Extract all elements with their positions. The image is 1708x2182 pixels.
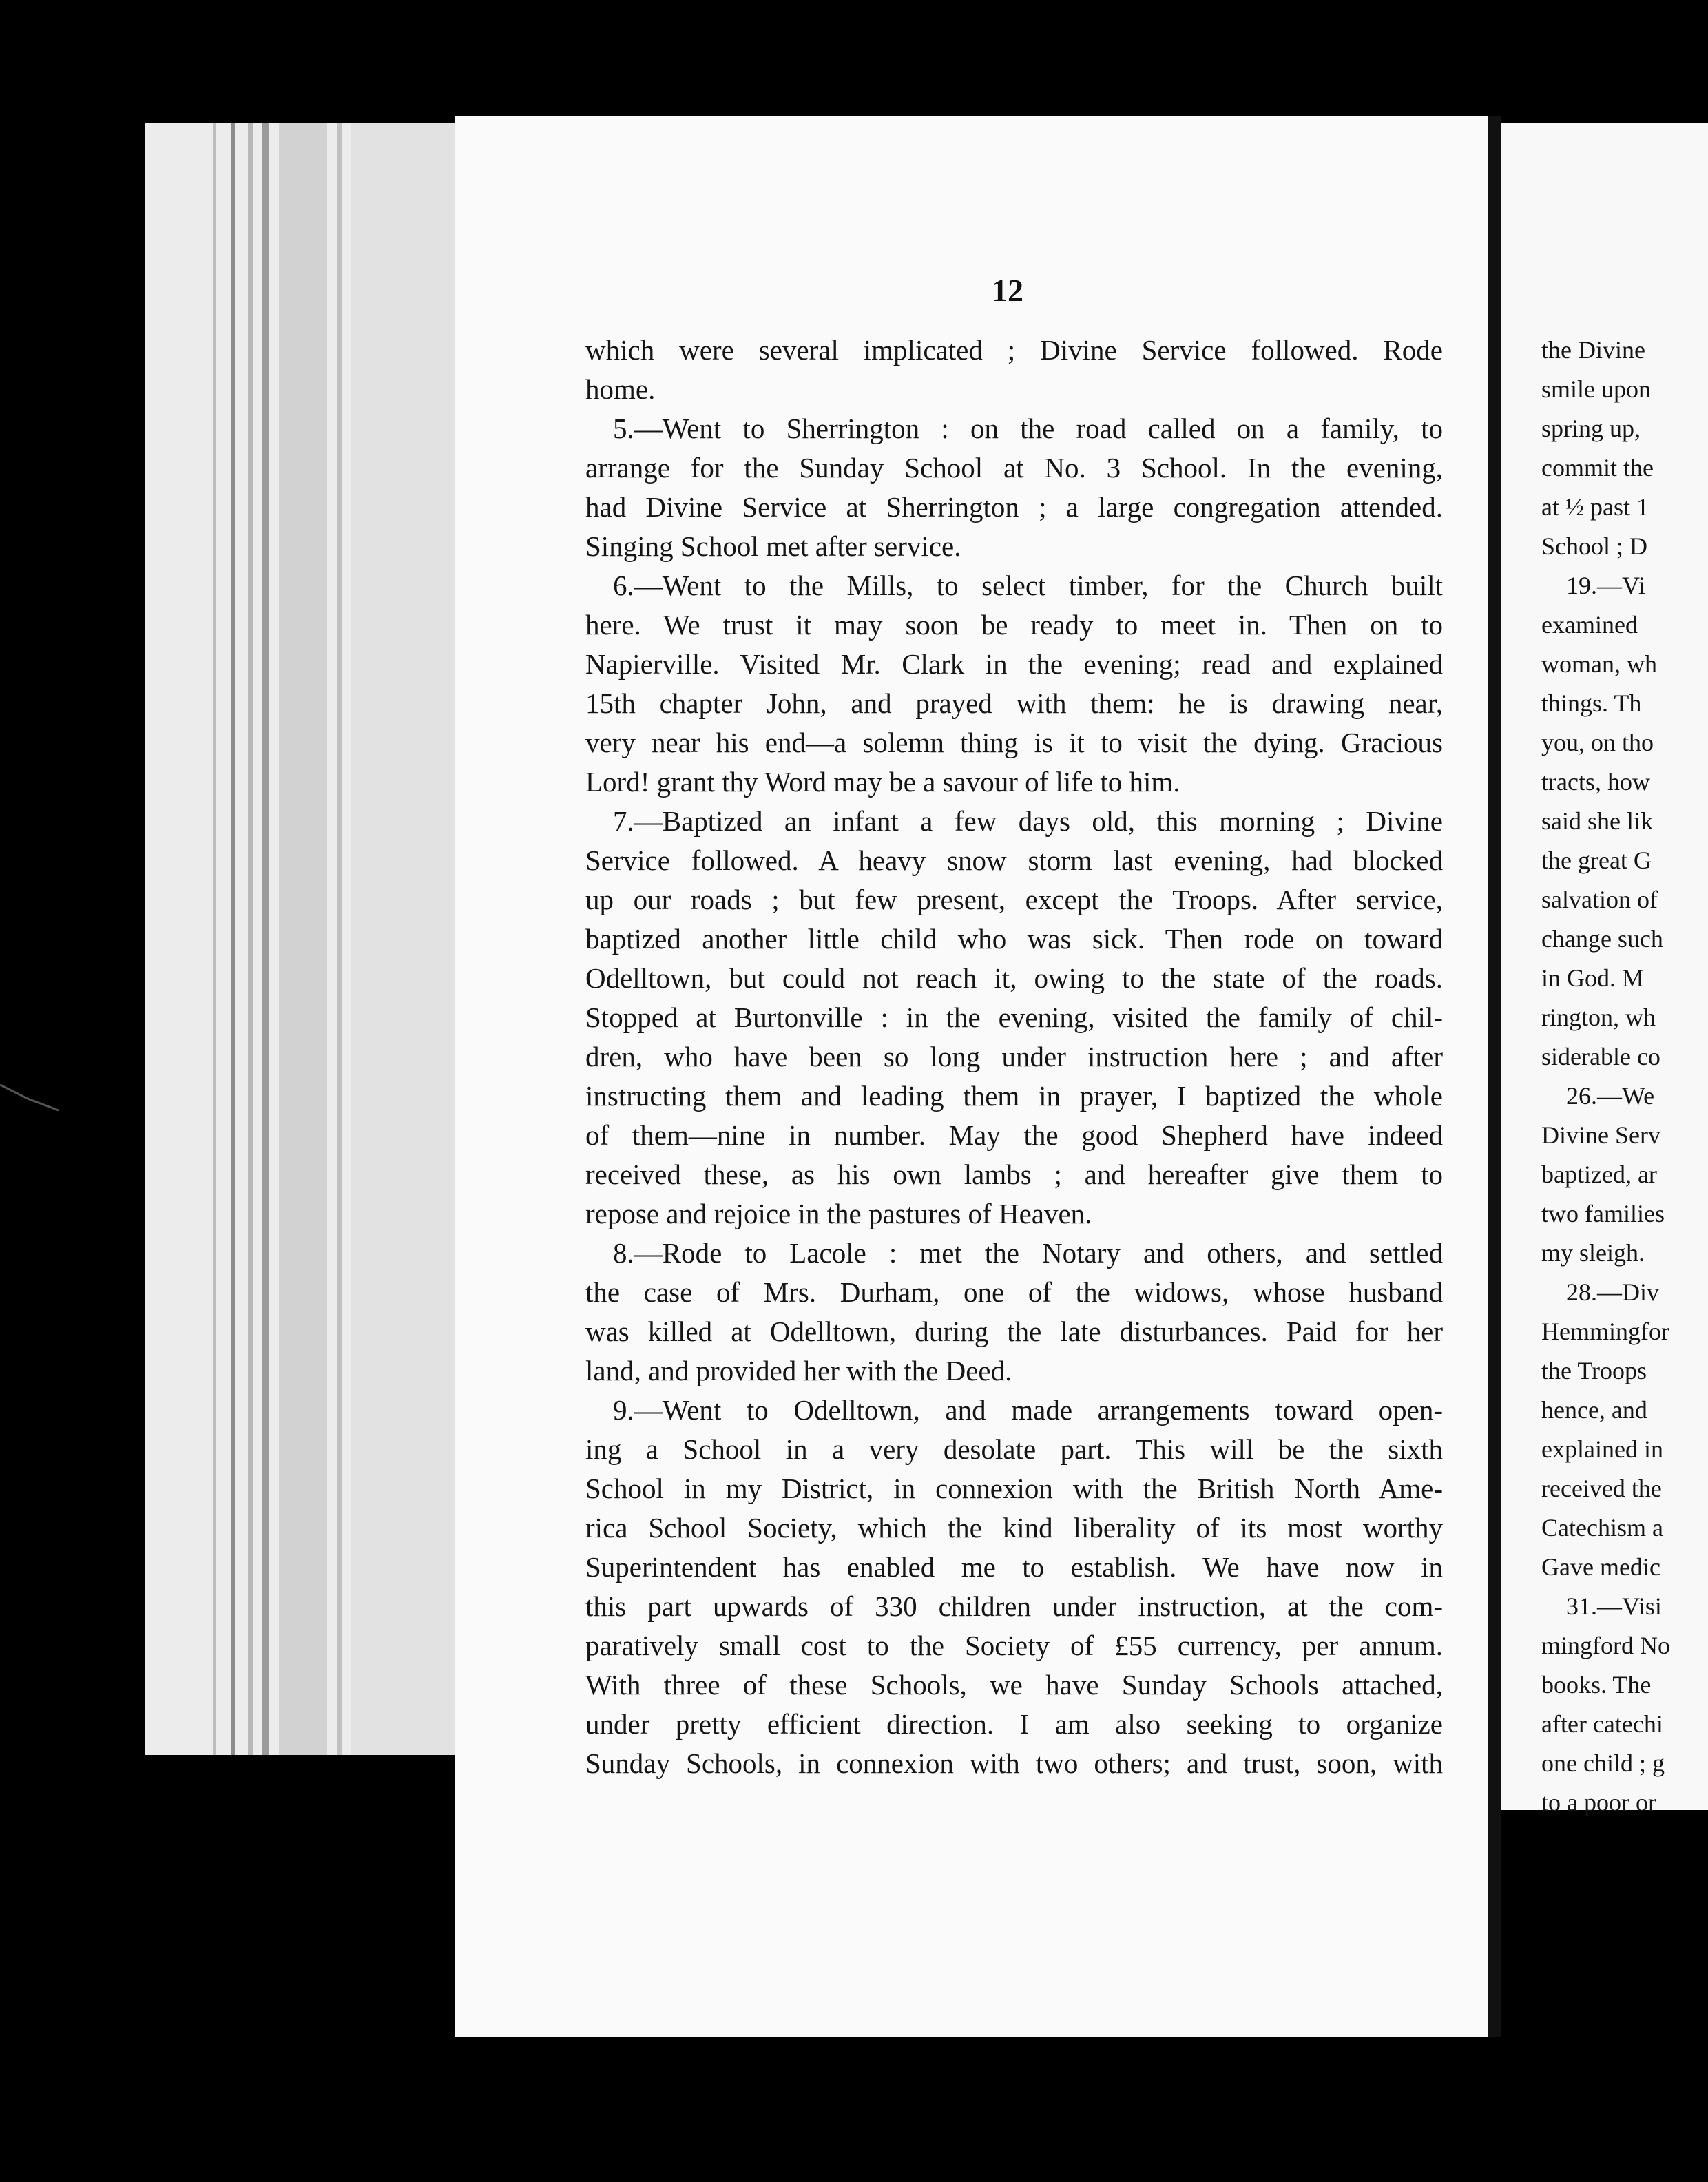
text-line: had Divine Service at Sherrington ; a large congregation attended. <box>585 491 1443 523</box>
text-line: tracts, how <box>1541 768 1650 796</box>
left-page-text <box>585 331 1443 1783</box>
text-line: 8.—Rode to Lacole : met the Notary and others, and settled <box>613 1237 1443 1269</box>
text-line: Hemmingfor <box>1541 1318 1669 1345</box>
text-line: said she lik <box>1541 807 1653 835</box>
text-line: of them—nine in number. May the good Shepherd have indeed <box>585 1119 1443 1151</box>
text-line: 19.—Vi <box>1566 572 1645 599</box>
text-line: baptized, ar <box>1541 1161 1657 1188</box>
text-line: commit the <box>1541 454 1654 481</box>
text-line: rington, wh <box>1541 1004 1656 1031</box>
book-page-edges <box>145 123 461 1755</box>
text-line: spring up, <box>1541 415 1641 442</box>
text-line: at ½ past 1 <box>1541 493 1649 521</box>
text-line: rica School Society, which the kind liberality of its most worthy <box>585 1512 1443 1544</box>
text-line: home. <box>585 373 656 405</box>
text-line: School in my District, in connexion with the British North Ame- <box>585 1473 1443 1504</box>
text-line: things. Th <box>1541 689 1642 717</box>
text-line: Lord! grant thy Word may be a savour of life to him. <box>585 766 1180 798</box>
text-line: 5.—Went to Sherrington : on the road called on a family, to <box>613 413 1443 444</box>
right-page-text <box>1541 331 1670 1822</box>
text-line: Divine Serv <box>1541 1121 1660 1149</box>
text-line: With three of these Schools, we have Sunday Schools attached, <box>585 1669 1443 1701</box>
text-line: 7.—Baptized an infant a few days old, this morning ; Divine <box>613 805 1443 837</box>
text-line: books. The <box>1541 1671 1652 1698</box>
text-line: received these, as his own lambs ; and hereafter give them to <box>585 1158 1443 1190</box>
page-number: 12 <box>992 273 1023 308</box>
text-line: siderable co <box>1541 1043 1660 1070</box>
text-line: in God. M <box>1541 964 1645 992</box>
text-line: received the <box>1541 1475 1662 1502</box>
text-line: after catechi <box>1541 1710 1663 1738</box>
text-line: baptized another little child who was sick. Then rode on toward <box>585 923 1443 955</box>
text-line: change such <box>1541 925 1663 953</box>
text-line: School ; D <box>1541 532 1648 560</box>
text-line: Service followed. A heavy snow storm last evening, had blocked <box>585 844 1443 876</box>
text-line: Singing School met after service. <box>585 530 961 562</box>
text-line: 6.—Went to the Mills, to select timber, for the Church built <box>613 570 1443 601</box>
text-line: Napierville. Visited Mr. Clark in the evening; read and explained <box>585 648 1443 680</box>
text-line: smile upon <box>1541 375 1651 403</box>
text-line: the Divine <box>1541 336 1645 364</box>
text-line: woman, wh <box>1541 650 1657 678</box>
text-line: the case of Mrs. Durham, one of the widows, whose husband <box>585 1276 1443 1308</box>
text-line: arrange for the Sunday School at No. 3 School. In the evening, <box>585 452 1443 484</box>
text-line: Sunday Schools, in connexion with two others; and trust, soon, with <box>585 1747 1443 1779</box>
text-line: one child ; g <box>1541 1749 1665 1777</box>
text-line: my sleigh. <box>1541 1239 1645 1267</box>
text-line: instructing them and leading them in prayer, I baptized the whole <box>585 1080 1443 1112</box>
text-line: which were several implicated ; Divine Service followed. Rode <box>585 334 1443 366</box>
text-line: explained in <box>1541 1435 1663 1463</box>
text-line: Catechism a <box>1541 1514 1663 1541</box>
text-line: 15th chapter John, and prayed with them: he is drawing near, <box>585 687 1443 719</box>
book-gutter <box>1488 116 1501 2037</box>
text-line: this part upwards of 330 children under instruction, at the com- <box>585 1590 1443 1622</box>
text-line: Superintendent has enabled me to establish. We have now in <box>585 1551 1443 1583</box>
text-line: was killed at Odelltown, during the late disturbances. Paid for her <box>585 1316 1443 1347</box>
text-line: you, on tho <box>1541 729 1654 756</box>
text-line: salvation of <box>1541 886 1658 913</box>
text-line: up our roads ; but few present, except the Troops. After service, <box>585 884 1443 915</box>
text-line: to a poor or <box>1541 1789 1656 1816</box>
text-line: dren, who have been so long under instruction here ; and after <box>585 1041 1443 1072</box>
scan-artifact-mark <box>0 1068 62 1116</box>
text-line: 26.—We <box>1566 1082 1655 1110</box>
text-line: ing a School in a very desolate part. This will be the sixth <box>585 1433 1443 1465</box>
text-line: hence, and <box>1541 1396 1647 1424</box>
text-line: examined <box>1541 611 1638 638</box>
text-line: paratively small cost to the Society of £55 currency, per annum. <box>585 1630 1443 1661</box>
text-line: the Troops <box>1541 1357 1647 1384</box>
text-line: Odelltown, but could not reach it, owing to the state of the roads. <box>585 962 1443 994</box>
text-line: the great G <box>1541 846 1652 874</box>
text-line: 9.—Went to Odelltown, and made arrangements toward open- <box>613 1394 1443 1426</box>
text-line: under pretty efficient direction. I am also seeking to organize <box>585 1708 1443 1740</box>
text-line: very near his end—a solemn thing is it to visit the dying. Gracious <box>585 727 1443 758</box>
text-line: Stopped at Burtonville : in the evening, visited the family of chil- <box>585 1001 1443 1033</box>
text-line: repose and rejoice in the pastures of Heaven. <box>585 1198 1092 1229</box>
text-line: 31.—Visi <box>1566 1592 1662 1620</box>
text-line: Gave medic <box>1541 1553 1660 1581</box>
text-line: land, and provided her with the Deed. <box>585 1355 1012 1386</box>
text-line: two families <box>1541 1200 1665 1227</box>
text-line: 28.—Div <box>1566 1278 1659 1306</box>
text-line: mingford No <box>1541 1632 1670 1659</box>
text-line: here. We trust it may soon be ready to meet in. Then on to <box>585 609 1443 641</box>
